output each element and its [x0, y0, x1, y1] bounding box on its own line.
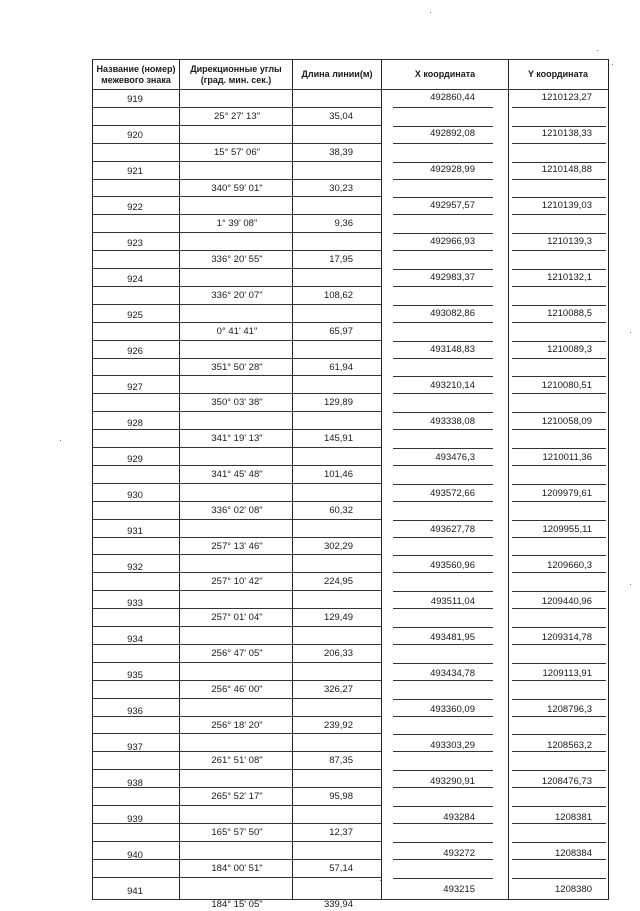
row-rule-coord: [393, 197, 493, 198]
y-coordinate: 1210139,03: [541, 200, 592, 211]
row-rule-coord: [512, 107, 606, 108]
row-rule: [92, 483, 381, 484]
point-number: 937: [127, 742, 143, 753]
row-rule-coord: [512, 393, 606, 394]
scan-speck: [612, 64, 613, 65]
direction-angle: 184° 00' 51": [211, 862, 263, 874]
x-coordinate: 493284: [443, 812, 475, 823]
row-rule-coord: [393, 770, 493, 771]
direction-angle: 165° 57' 50": [211, 826, 263, 838]
line-length: 206,33: [323, 647, 353, 659]
row-rule-coord: [393, 322, 493, 323]
y-coordinate: 1208476,73: [541, 776, 592, 787]
x-coordinate: 493572,66: [430, 488, 475, 499]
row-rule-coord: [512, 716, 606, 717]
y-coordinate: 1210132,1: [547, 272, 592, 283]
point-number: 940: [127, 850, 143, 861]
row-rule-coord: [512, 699, 606, 700]
row-rule-coord: [512, 358, 606, 359]
y-coordinate: 1210123,27: [541, 92, 592, 103]
y-coordinate: 1210088,5: [547, 308, 592, 319]
direction-angle: 257° 10' 42": [211, 576, 263, 588]
row-rule-coord: [393, 429, 493, 430]
x-coordinate: 493360,09: [430, 704, 475, 715]
row-rule-coord: [393, 143, 493, 144]
row-rule-coord: [393, 107, 493, 108]
x-coordinate: 492860,44: [430, 92, 475, 103]
row-rule: [92, 161, 381, 162]
line-length: 101,46: [323, 468, 353, 480]
direction-angle: 15° 57' 06": [214, 146, 260, 158]
row-rule-coord: [393, 591, 493, 592]
row-rule: [92, 358, 381, 359]
direction-angle: 25° 27' 13": [214, 110, 260, 122]
x-coordinate: 493290,91: [430, 776, 475, 787]
row-rule-coord: [512, 520, 606, 521]
row-rule-coord: [393, 627, 493, 628]
y-coordinate: 1210080,51: [541, 380, 592, 391]
row-rule-coord: [512, 305, 606, 306]
line-length: 224,95: [323, 576, 353, 588]
row-rule-coord: [393, 555, 493, 556]
direction-angle: 336° 02' 08": [211, 504, 263, 516]
row-rule-coord: [512, 484, 606, 485]
y-coordinate: 1208384: [555, 848, 592, 859]
point-number: 929: [127, 454, 143, 465]
column-border: [92, 59, 93, 899]
direction-angle: 265° 52' 17": [211, 791, 263, 803]
row-rule-coord: [512, 663, 606, 664]
row-rule: [92, 841, 381, 842]
row-rule: [92, 769, 381, 770]
header-separator: [92, 89, 609, 90]
row-rule-coord: [512, 627, 606, 628]
row-rule: [92, 554, 381, 555]
point-number: 922: [127, 202, 143, 213]
row-rule-coord: [393, 484, 493, 485]
point-number: 941: [127, 886, 143, 897]
line-length: 326,27: [323, 683, 353, 695]
line-length: 302,29: [323, 540, 353, 552]
row-rule: [92, 107, 381, 108]
row-rule-coord: [512, 322, 606, 323]
scan-speck: [430, 12, 431, 13]
point-number: 924: [127, 274, 143, 285]
row-rule: [92, 143, 381, 144]
row-rule-coord: [512, 501, 606, 502]
x-coordinate: 493481,95: [430, 632, 475, 643]
row-rule-coord: [512, 555, 606, 556]
row-rule: [92, 286, 381, 287]
y-coordinate: 1209113,91: [542, 668, 592, 679]
direction-angle: 257° 01' 04": [211, 612, 263, 624]
direction-angle: 336° 20' 07": [211, 289, 263, 301]
line-length: 108,62: [323, 289, 353, 301]
header-x: X координата: [414, 69, 476, 79]
row-rule-coord: [512, 644, 606, 645]
line-length: 60,32: [329, 504, 353, 516]
row-rule-coord: [512, 412, 606, 413]
x-coordinate: 493560,96: [430, 560, 475, 571]
y-coordinate: 1210011,36: [542, 452, 592, 463]
point-number: 931: [127, 526, 143, 537]
line-length: 339,94: [323, 898, 353, 910]
y-coordinate: 1208381: [555, 812, 592, 823]
row-rule-coord: [512, 162, 606, 163]
row-rule-coord: [512, 341, 606, 342]
row-rule-coord: [393, 680, 493, 681]
row-rule-coord: [393, 806, 493, 807]
row-rule-coord: [393, 465, 493, 466]
direction-angle: 351° 50' 28": [211, 361, 263, 373]
row-rule-coord: [512, 286, 606, 287]
row-rule-coord: [393, 878, 493, 879]
row-rule-coord: [393, 734, 493, 735]
row-rule: [92, 447, 381, 448]
direction-angle: 256° 47' 05": [211, 647, 263, 659]
point-number: 923: [127, 238, 143, 249]
header-angle: Дирекционные углы (град. мин. сек.): [190, 64, 282, 85]
y-coordinate: 1210139,3: [547, 236, 592, 247]
direction-angle: 341° 45' 48": [211, 468, 263, 480]
column-border: [608, 59, 609, 899]
point-number: 927: [127, 382, 143, 393]
point-number: 932: [127, 562, 143, 573]
row-rule: [92, 322, 381, 323]
line-length: 239,92: [323, 719, 353, 731]
row-rule-coord: [512, 448, 606, 449]
y-coordinate: 1210089,3: [547, 344, 592, 355]
line-length: 129,89: [323, 397, 353, 409]
y-coordinate: 1208380: [555, 884, 592, 895]
x-coordinate: 493210,14: [430, 380, 475, 391]
row-rule-coord: [512, 179, 606, 180]
header-name: Название (номер) межевого знака: [96, 64, 176, 85]
row-rule: [92, 877, 381, 878]
direction-angle: 1° 39' 08": [216, 218, 258, 230]
header-y: Y координата: [527, 69, 589, 79]
row-rule-coord: [512, 197, 606, 198]
row-rule: [92, 214, 381, 215]
point-number: 928: [127, 418, 143, 429]
row-rule-coord: [393, 501, 493, 502]
point-number: 926: [127, 346, 143, 357]
x-coordinate: 493303,29: [430, 740, 475, 751]
direction-angle: 336° 20' 55": [211, 254, 263, 266]
point-number: 934: [127, 634, 143, 645]
table-top-border: [92, 59, 609, 60]
row-rule: [92, 733, 381, 734]
row-rule-coord: [393, 699, 493, 700]
row-rule-coord: [393, 572, 493, 573]
point-number: 939: [127, 814, 143, 825]
line-length: 145,91: [323, 433, 353, 445]
x-coordinate: 492892,08: [430, 128, 475, 139]
scan-speck: [597, 50, 598, 51]
row-rule-coord: [512, 126, 606, 127]
row-rule-coord: [512, 429, 606, 430]
line-length: 95,98: [329, 791, 353, 803]
row-rule: [92, 268, 381, 269]
row-rule-coord: [393, 663, 493, 664]
line-length: 35,04: [329, 110, 353, 122]
point-number: 919: [127, 94, 143, 105]
x-coordinate: 492957,57: [430, 200, 475, 211]
point-number: 930: [127, 490, 143, 501]
row-rule-coord: [512, 842, 606, 843]
x-coordinate: 493338,08: [430, 416, 475, 427]
row-rule: [92, 698, 381, 699]
x-coordinate: 493272: [443, 848, 475, 859]
row-rule-coord: [393, 269, 493, 270]
line-length: 61,94: [329, 361, 353, 373]
direction-angle: 261° 51' 08": [211, 755, 263, 767]
x-coordinate: 493476,3: [435, 452, 475, 463]
point-number: 938: [127, 778, 143, 789]
row-rule: [92, 179, 381, 180]
y-coordinate: 1210138,33: [541, 128, 592, 139]
line-length: 129,49: [323, 612, 353, 624]
y-coordinate: 1209314,78: [541, 632, 592, 643]
row-rule: [92, 590, 381, 591]
row-rule: [92, 805, 381, 806]
column-border: [381, 59, 382, 899]
direction-angle: 350° 03' 38": [211, 397, 263, 409]
row-rule-coord: [393, 376, 493, 377]
y-coordinate: 1208563,2: [547, 740, 592, 751]
y-coordinate: 1210148,88: [541, 164, 592, 175]
row-rule-coord: [512, 233, 606, 234]
row-rule-coord: [393, 412, 493, 413]
row-rule-coord: [512, 250, 606, 251]
x-coordinate: 493148,83: [430, 344, 475, 355]
row-rule: [92, 250, 381, 251]
y-coordinate: 1209955,11: [542, 524, 592, 535]
column-border: [508, 59, 509, 899]
row-rule-coord: [393, 520, 493, 521]
row-rule: [92, 626, 381, 627]
header-length: Длина линии(м): [301, 69, 373, 79]
row-rule: [92, 196, 381, 197]
row-rule: [92, 375, 381, 376]
row-rule-coord: [393, 537, 493, 538]
row-rule-coord: [393, 448, 493, 449]
y-coordinate: 1209660,3: [547, 560, 592, 571]
row-rule: [92, 662, 381, 663]
row-rule-coord: [393, 358, 493, 359]
point-number: 933: [127, 598, 143, 609]
direction-angle: 256° 18' 20": [211, 719, 263, 731]
line-length: 9,36: [334, 218, 353, 230]
x-coordinate: 492928,99: [430, 164, 475, 175]
row-rule-coord: [512, 465, 606, 466]
direction-angle: 184° 15' 05": [211, 898, 263, 910]
point-number: 925: [127, 310, 143, 321]
point-number: 935: [127, 670, 143, 681]
row-rule-coord: [512, 537, 606, 538]
row-rule-coord: [512, 591, 606, 592]
line-length: 65,97: [329, 325, 353, 337]
y-coordinate: 1209979,61: [541, 488, 592, 499]
row-rule-coord: [393, 214, 493, 215]
row-rule-coord: [512, 214, 606, 215]
row-rule: [92, 340, 381, 341]
y-coordinate: 1209440,96: [541, 596, 592, 607]
x-coordinate: 493511,04: [430, 596, 475, 607]
line-length: 17,95: [329, 254, 353, 266]
direction-angle: 340° 59' 01": [211, 182, 263, 194]
row-rule-coord: [512, 806, 606, 807]
row-rule-coord: [393, 716, 493, 717]
row-rule-coord: [393, 179, 493, 180]
row-rule-coord: [512, 572, 606, 573]
row-rule-coord: [512, 680, 606, 681]
row-rule-coord: [393, 126, 493, 127]
row-rule-coord: [393, 393, 493, 394]
x-coordinate: 493082,86: [430, 308, 475, 319]
row-rule-coord: [393, 644, 493, 645]
row-rule-coord: [393, 608, 493, 609]
line-length: 30,23: [329, 182, 353, 194]
row-rule-coord: [512, 770, 606, 771]
point-number: 921: [127, 166, 143, 177]
row-rule-coord: [512, 734, 606, 735]
y-coordinate: 1208796,3: [547, 704, 592, 715]
x-coordinate: 492983,37: [430, 272, 475, 283]
point-number: 920: [127, 130, 143, 141]
direction-angle: 257° 13' 46": [211, 540, 263, 552]
direction-angle: 341° 19' 13": [211, 433, 263, 445]
point-number: 936: [127, 706, 143, 717]
row-rule-coord: [393, 286, 493, 287]
row-rule-coord: [393, 250, 493, 251]
row-rule-coord: [393, 162, 493, 163]
scan-speck: [630, 332, 631, 333]
row-rule-coord: [393, 842, 493, 843]
y-coordinate: 1210058,09: [541, 416, 592, 427]
line-length: 57,14: [329, 862, 353, 874]
direction-angle: 0° 41' 41": [216, 325, 258, 337]
line-length: 87,35: [329, 755, 353, 767]
row-rule: [92, 125, 381, 126]
line-length: 12,37: [329, 826, 353, 838]
row-rule-coord: [512, 878, 606, 879]
x-coordinate: 493434,78: [430, 668, 475, 679]
row-rule: [92, 304, 381, 305]
row-rule: [92, 232, 381, 233]
scan-speck: [60, 440, 61, 441]
row-rule-coord: [512, 143, 606, 144]
row-rule-coord: [393, 233, 493, 234]
x-coordinate: 492966,93: [430, 236, 475, 247]
scan-speck: [630, 584, 631, 585]
row-rule-coord: [393, 341, 493, 342]
line-length: 38,39: [329, 146, 353, 158]
row-rule: [92, 411, 381, 412]
row-rule-coord: [512, 608, 606, 609]
direction-angle: 256° 46' 00": [211, 683, 263, 695]
row-rule-coord: [512, 269, 606, 270]
row-rule-coord: [512, 376, 606, 377]
row-rule-coord: [393, 305, 493, 306]
row-rule: [92, 519, 381, 520]
x-coordinate: 493627,78: [430, 524, 475, 535]
scan-speck: [380, 880, 381, 881]
x-coordinate: 493215: [443, 884, 475, 895]
